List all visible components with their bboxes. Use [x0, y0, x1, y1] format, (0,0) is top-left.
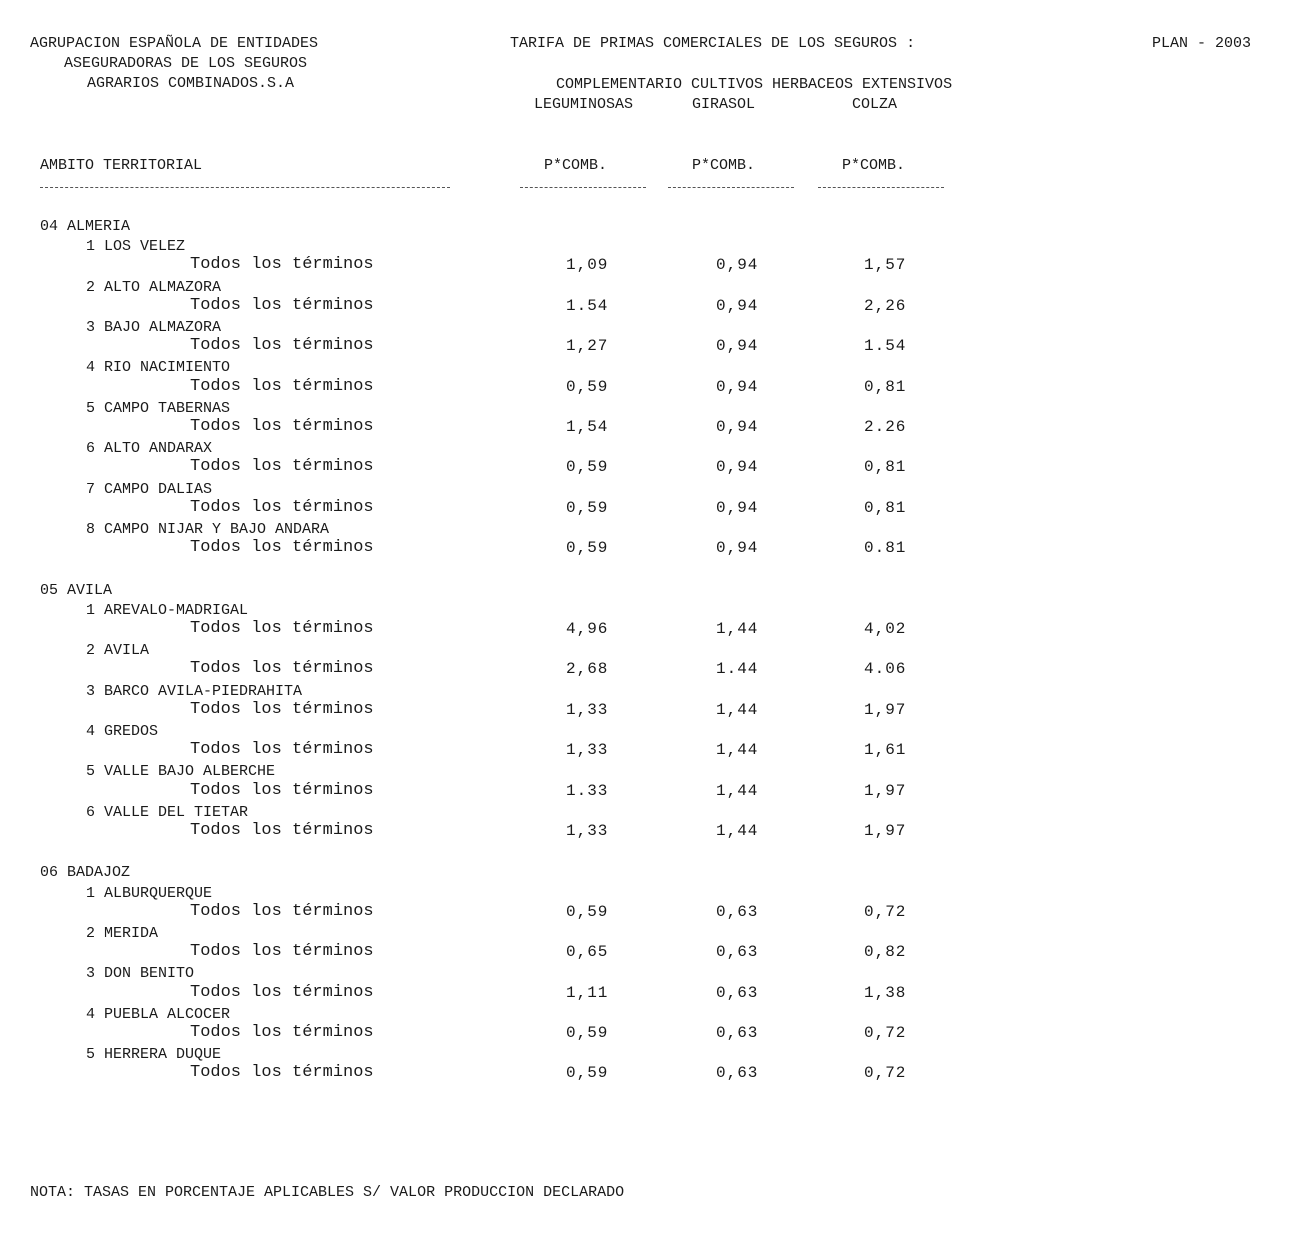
region-scope: Todos los términos — [190, 619, 374, 638]
rate-value: 1,38 — [864, 984, 907, 1002]
footer-note: NOTA: TASAS EN PORCENTAJE APLICABLES S/ VALOR PRODUCCION DECLARADO — [30, 1184, 625, 1201]
rate-value: 0,72 — [864, 1064, 907, 1082]
region-name: 7 CAMPO DALIAS — [86, 481, 213, 498]
region-scope: Todos los términos — [190, 255, 374, 274]
rate-value: 1,44 — [716, 741, 759, 759]
province-name: 05 AVILA — [40, 582, 113, 599]
region-scope: Todos los términos — [190, 296, 374, 315]
rate-value: 0,72 — [864, 903, 907, 921]
rate-value: 1,09 — [566, 256, 609, 274]
region-name: 4 GREDOS — [86, 723, 159, 740]
rate-value: 1,97 — [864, 822, 907, 840]
rate-value: 0,81 — [864, 378, 907, 396]
rate-value: 1,27 — [566, 337, 609, 355]
rate-value: 0,81 — [864, 458, 907, 476]
rate-value: 0,63 — [716, 1024, 759, 1042]
rate-value: 2.26 — [864, 418, 907, 436]
rate-value: 0,94 — [716, 256, 759, 274]
region-name: 3 BARCO AVILA-PIEDRAHITA — [86, 683, 303, 700]
region-scope: Todos los términos — [190, 821, 374, 840]
org-name-line3: AGRARIOS COMBINADOS.S.A — [87, 75, 295, 92]
rate-value: 2,68 — [566, 660, 609, 678]
rate-value: 0,94 — [716, 539, 759, 557]
region-name: 8 CAMPO NIJAR Y BAJO ANDARA — [86, 521, 330, 538]
rate-value: 1,97 — [864, 782, 907, 800]
rate-value: 0,81 — [864, 499, 907, 517]
rate-value: 1,44 — [716, 701, 759, 719]
region-name: 1 AREVALO-MADRIGAL — [86, 602, 249, 619]
region-scope: Todos los términos — [190, 498, 374, 517]
province-name: 06 BADAJOZ — [40, 864, 131, 881]
crop-colza: COLZA — [852, 96, 898, 113]
region-name: 2 AVILA — [86, 642, 150, 659]
rate-value: 1,54 — [566, 418, 609, 436]
rate-value: 0,82 — [864, 943, 907, 961]
region-name: 4 PUEBLA ALCOCER — [86, 1006, 231, 1023]
column-header-colza: P*COMB. — [842, 157, 906, 174]
rate-value: 0,59 — [566, 378, 609, 396]
region-name: 6 ALTO ANDARAX — [86, 440, 213, 457]
column-header-girasol: P*COMB. — [692, 157, 756, 174]
region-name: 3 BAJO ALMAZORA — [86, 319, 222, 336]
document-title: TARIFA DE PRIMAS COMERCIALES DE LOS SEGUROS : — [510, 35, 916, 52]
region-scope: Todos los términos — [190, 902, 374, 921]
rate-value: 0,59 — [566, 1024, 609, 1042]
rate-value: 0,59 — [566, 539, 609, 557]
plan-label: PLAN - 2003 — [1152, 35, 1252, 52]
rate-value: 4,96 — [566, 620, 609, 638]
rate-value: 1.54 — [566, 297, 609, 315]
region-scope: Todos los términos — [190, 336, 374, 355]
rate-value: 0,59 — [566, 458, 609, 476]
rate-value: 4,02 — [864, 620, 907, 638]
region-scope: Todos los términos — [190, 781, 374, 800]
document-subtitle: COMPLEMENTARIO CULTIVOS HERBACEOS EXTENSIVOS — [556, 76, 953, 93]
rate-value: 1,11 — [566, 984, 609, 1002]
region-name: 3 DON BENITO — [86, 965, 195, 982]
rate-value: 0,63 — [716, 943, 759, 961]
region-name: 5 CAMPO TABERNAS — [86, 400, 231, 417]
province-name: 04 ALMERIA — [40, 218, 131, 235]
region-scope: Todos los términos — [190, 1023, 374, 1042]
rate-value: 1,33 — [566, 741, 609, 759]
rate-value: 0,59 — [566, 499, 609, 517]
region-name: 1 LOS VELEZ — [86, 238, 186, 255]
rate-value: 1.44 — [716, 660, 759, 678]
rate-value: 0,94 — [716, 297, 759, 315]
region-name: 5 VALLE BAJO ALBERCHE — [86, 763, 276, 780]
rate-value: 1,57 — [864, 256, 907, 274]
rate-value: 0,94 — [716, 378, 759, 396]
rate-value: 0.81 — [864, 539, 907, 557]
rate-value: 0,72 — [864, 1024, 907, 1042]
region-scope: Todos los términos — [190, 740, 374, 759]
region-scope: Todos los términos — [190, 457, 374, 476]
rate-value: 1,44 — [716, 822, 759, 840]
region-scope: Todos los términos — [190, 1063, 374, 1082]
region-scope: Todos los términos — [190, 700, 374, 719]
rate-value: 0,94 — [716, 337, 759, 355]
column-header-leguminosas: P*COMB. — [544, 157, 608, 174]
org-name-line2: ASEGURADORAS DE LOS SEGUROS — [64, 55, 308, 72]
region-scope: Todos los términos — [190, 377, 374, 396]
region-scope: Todos los términos — [190, 417, 374, 436]
region-name: 2 ALTO ALMAZORA — [86, 279, 222, 296]
org-name-line1: AGRUPACION ESPAÑOLA DE ENTIDADES — [30, 35, 319, 52]
rate-value: 1,33 — [566, 822, 609, 840]
rate-value: 0,94 — [716, 458, 759, 476]
region-name: 4 RIO NACIMIENTO — [86, 359, 231, 376]
region-name: 5 HERRERA DUQUE — [86, 1046, 222, 1063]
rate-value: 0,94 — [716, 499, 759, 517]
crop-leguminosas: LEGUMINOSAS — [534, 96, 634, 113]
region-scope: Todos los términos — [190, 538, 374, 557]
region-scope: Todos los términos — [190, 983, 374, 1002]
rate-value: 1.33 — [566, 782, 609, 800]
rate-value: 0,59 — [566, 1064, 609, 1082]
rate-value: 0,94 — [716, 418, 759, 436]
rate-value: 1,97 — [864, 701, 907, 719]
region-name: 1 ALBURQUERQUE — [86, 885, 213, 902]
region-scope: Todos los términos — [190, 942, 374, 961]
rate-value: 1,33 — [566, 701, 609, 719]
rate-value: 0,63 — [716, 984, 759, 1002]
rate-value: 0,65 — [566, 943, 609, 961]
rate-value: 1.54 — [864, 337, 907, 355]
region-scope: Todos los términos — [190, 659, 374, 678]
rate-value: 0,63 — [716, 1064, 759, 1082]
region-name: 6 VALLE DEL TIETAR — [86, 804, 249, 821]
crop-girasol: GIRASOL — [692, 96, 756, 113]
rate-value: 4.06 — [864, 660, 907, 678]
rate-value: 1,61 — [864, 741, 907, 759]
rate-value: 2,26 — [864, 297, 907, 315]
region-name: 2 MERIDA — [86, 925, 159, 942]
column-header-territory: AMBITO TERRITORIAL — [40, 157, 203, 174]
rate-value: 1,44 — [716, 620, 759, 638]
rate-value: 0,63 — [716, 903, 759, 921]
rate-value: 1,44 — [716, 782, 759, 800]
rate-value: 0,59 — [566, 903, 609, 921]
